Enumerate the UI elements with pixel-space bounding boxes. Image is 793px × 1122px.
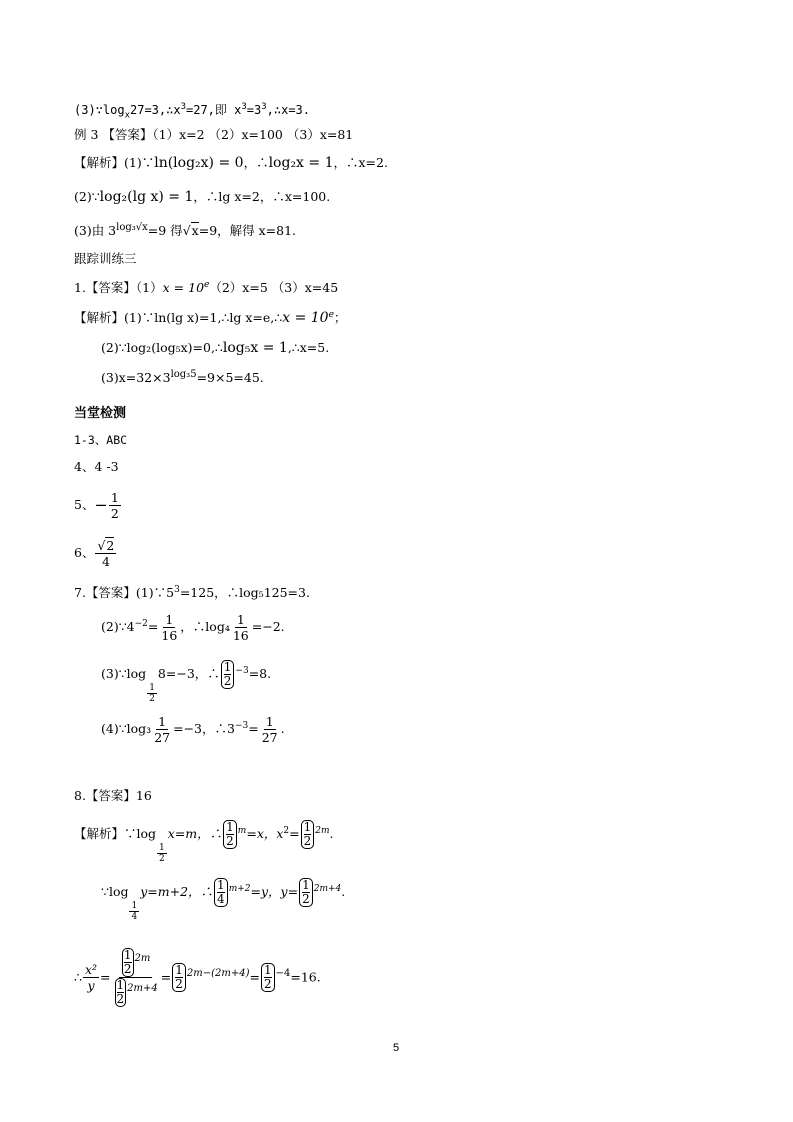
check-answer-1-3: 1-3、ABC bbox=[74, 433, 128, 447]
section-heading-check: 当堂检测 bbox=[74, 406, 127, 421]
question-8-analysis-2: ∵log $\frac{1}{4}$ y=m+2，∴ $\frac{1}{4}$ $^{m+2}$=y，y= $\frac{1}{2}$ $^{2m+4}$. bbox=[101, 878, 346, 922]
solution-line-3: $(3)\because\log_x27=3,\therefore x^3=27$,即 $x^3=3^3,\therefore x=3$. bbox=[74, 102, 311, 121]
example-3-analysis-2: (2)∵log₂(lg x) = 1，∴lg x=2，∴x=100. bbox=[74, 189, 331, 205]
section-heading-track: 跟踪训练三 bbox=[74, 251, 137, 266]
check-answer-4: 4、4 -3 bbox=[74, 459, 119, 474]
question-7-answer-2: $(2)\because 4^{-2}=$ $\frac{1}{16}$ ，∴log₄ $\frac{1}{16}$ =−2. bbox=[101, 612, 285, 643]
track-1-analysis-2: (2)∵log₂(log₅x)=0,∴log₅x = 1,∴x=5. bbox=[101, 340, 330, 356]
check-answer-6: 6、 $\frac{√2}{4}$ bbox=[74, 538, 115, 569]
track-1-answer: 1.【答案】$(1)x = 10^e(2)x=5$ （3）x=45 bbox=[74, 279, 339, 295]
example-3-analysis-1: 【解析】(1)∵ln(log₂x) = 0，∴log₂x = 1，∴x=2. bbox=[74, 155, 388, 171]
question-7-answer-1: 7.【答案】$(1)\because 5^3=125$，∴log₅125=3. bbox=[74, 584, 310, 600]
question-7-answer-3: (3)∵log $\frac{1}{2}$ 8=−3，∴ $\frac{1}{2}$ $^{-3}$=8. bbox=[101, 660, 272, 704]
check-answer-5: 5、− $\frac{1}{2}$ bbox=[74, 490, 119, 521]
example-3-answer: 例 3 【答案】（1）x=2 （2）x=100 （3）x=81 bbox=[74, 127, 354, 142]
question-7-answer-4: (4)∵log₃ $\frac{1}{27}$ =−3，$\therefore 3^{-3}=$ $\frac{1}{27}$ . bbox=[101, 714, 285, 745]
question-8-analysis-1: 【解析】∵log $\frac{1}{2}$ x=m，∴ $\frac{1}{2}$ $^m$=x，$x^2=$ $\frac{1}{2}$ $^{2m}$. bbox=[74, 820, 334, 864]
track-1-analysis-3: $(3)x=32\times 3^{log_35}=9\times 5=45$. bbox=[101, 368, 264, 385]
question-8-analysis-3: ∴ $\frac{\text{x²}}{y}$ = $\frac{1}{2}$ $^{2m}$ $\frac{1}{2}$ $^{2m+4}$ = $\frac{1}{2}$ $^{2m-(2m+4)}$= $\frac{1}{2}$ $^{-4}$=16. bbox=[74, 948, 321, 1006]
example-3-analysis-3: (3)由 $3^{log_3√x}=9$ 得√x=9，解得 x=81. bbox=[74, 221, 297, 238]
track-1-analysis-1: 【解析】(1)∵ln(lg x)=1,∴lg x=e,∴x = $10^e$； bbox=[74, 309, 347, 326]
question-8-answer: 8.【答案】16 bbox=[74, 788, 152, 803]
page-number: 5 bbox=[393, 1042, 400, 1054]
